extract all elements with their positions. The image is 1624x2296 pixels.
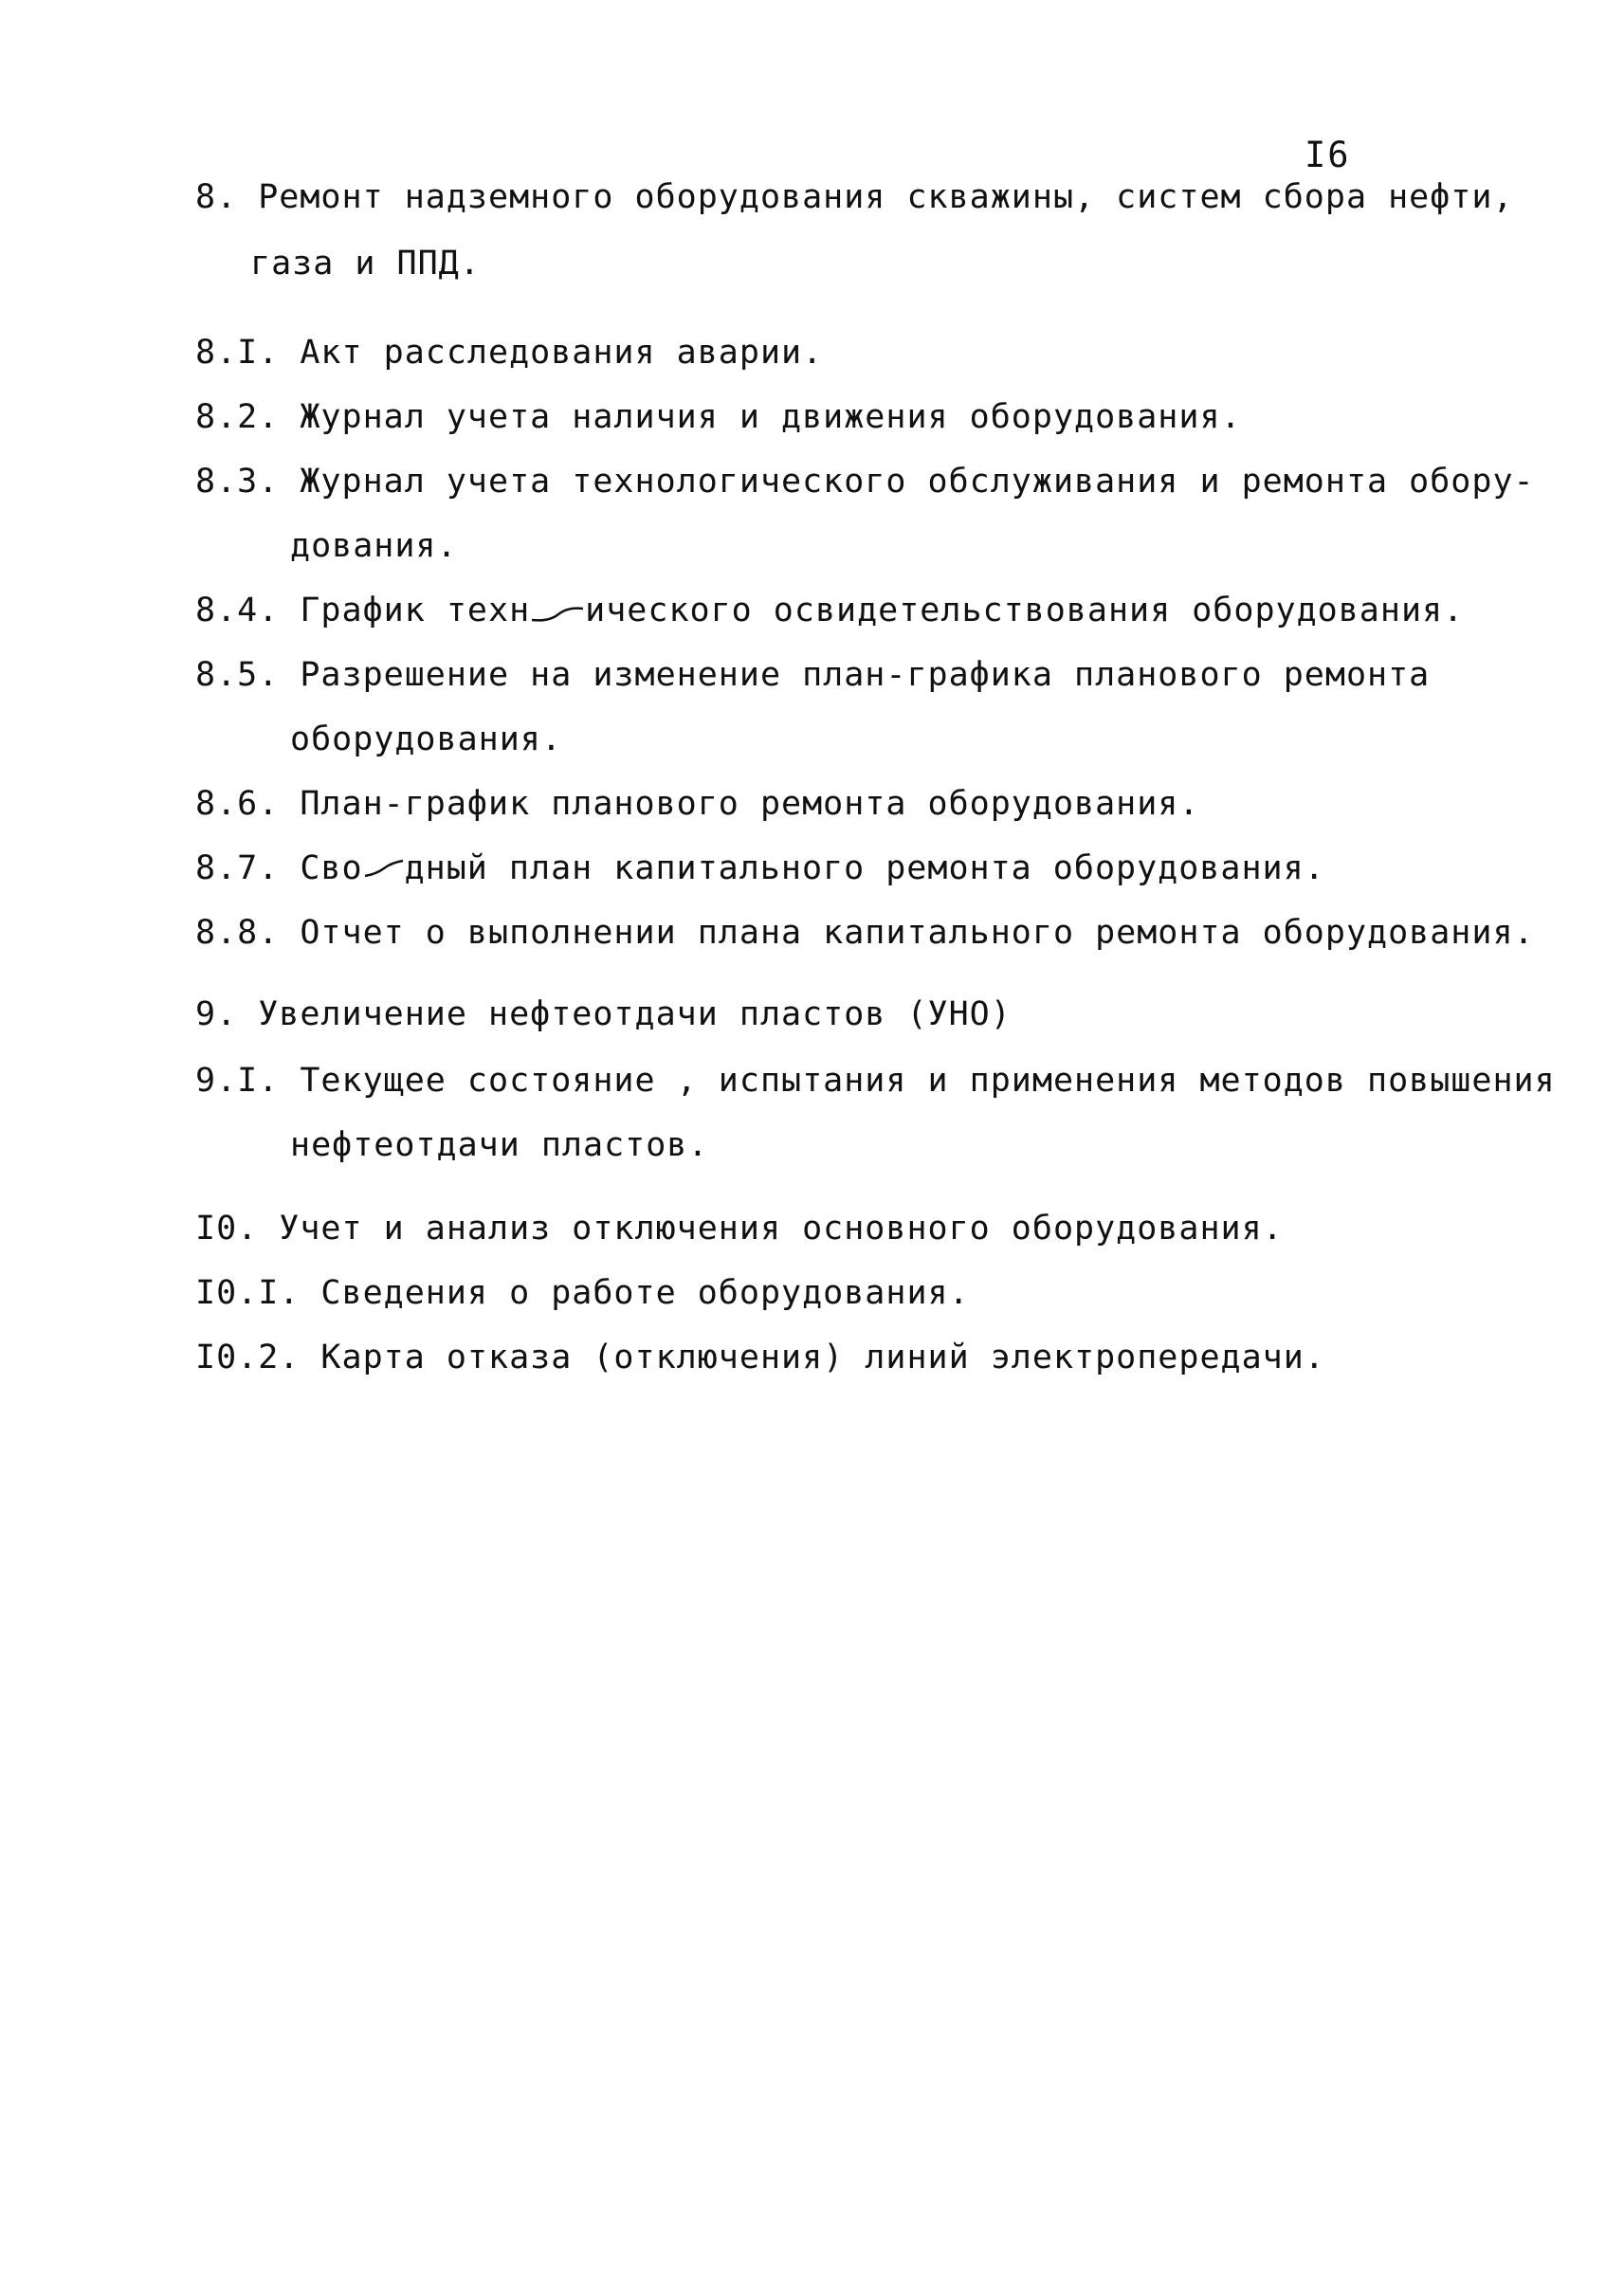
item-8-8: 8.8. Отчет о выполнении плана капитального ремонта оборудования. xyxy=(195,914,1535,952)
section-8-heading-line-1: 8. Ремонт надземного оборудования скважины, систем сбора нефти, xyxy=(195,178,1514,216)
item-10-2: I0.2. Карта отказа (отключения) линий электропередачи. xyxy=(195,1339,1325,1376)
item-8-7-part-1: 8.7. Сво xyxy=(195,849,363,887)
item-8-7 xyxy=(195,847,1325,889)
item-10-1: I0.I. Сведения о работе оборудования. xyxy=(195,1274,970,1312)
page-number: I6 xyxy=(1305,135,1351,175)
item-8-4-part-1: 8.4. График техн xyxy=(195,592,531,629)
item-8-4-part-2: ического освидетельствования оборудования. xyxy=(585,592,1465,629)
item-8-3-line-2: дования. xyxy=(290,527,458,565)
item-8-7-part-2: дный план капитального ремонта оборудования. xyxy=(404,849,1325,887)
scribble-mark-icon xyxy=(363,855,405,884)
item-8-5-line-1: 8.5. Разрешение на изменение план-графика планового ремонта xyxy=(195,656,1431,694)
section-8-heading-line-2: газа и ППД. xyxy=(250,245,481,282)
item-8-1: 8.I. Акт расследования аварии. xyxy=(195,334,824,372)
item-8-5-line-2: оборудования. xyxy=(290,720,562,758)
section-9-heading: 9. Увеличение нефтеотдачи пластов (УНО) xyxy=(195,995,1012,1033)
item-8-3-line-1: 8.3. Журнал учета технологического обслуживания и ремонта обору- xyxy=(195,463,1535,501)
item-8-2: 8.2. Журнал учета наличия и движения оборудования. xyxy=(195,398,1242,436)
item-9-1-line-1: 9.I. Текущее состояние , испытания и применения методов повышения xyxy=(195,1062,1556,1100)
item-9-1-line-2: нефтеотдачи пластов. xyxy=(290,1126,709,1164)
scribble-mark-icon xyxy=(530,597,585,626)
item-8-6: 8.6. План-график планового ремонта оборудования. xyxy=(195,785,1200,823)
item-8-4 xyxy=(195,590,1464,631)
section-10-heading: I0. Учет и анализ отключения основного оборудования. xyxy=(195,1210,1284,1248)
